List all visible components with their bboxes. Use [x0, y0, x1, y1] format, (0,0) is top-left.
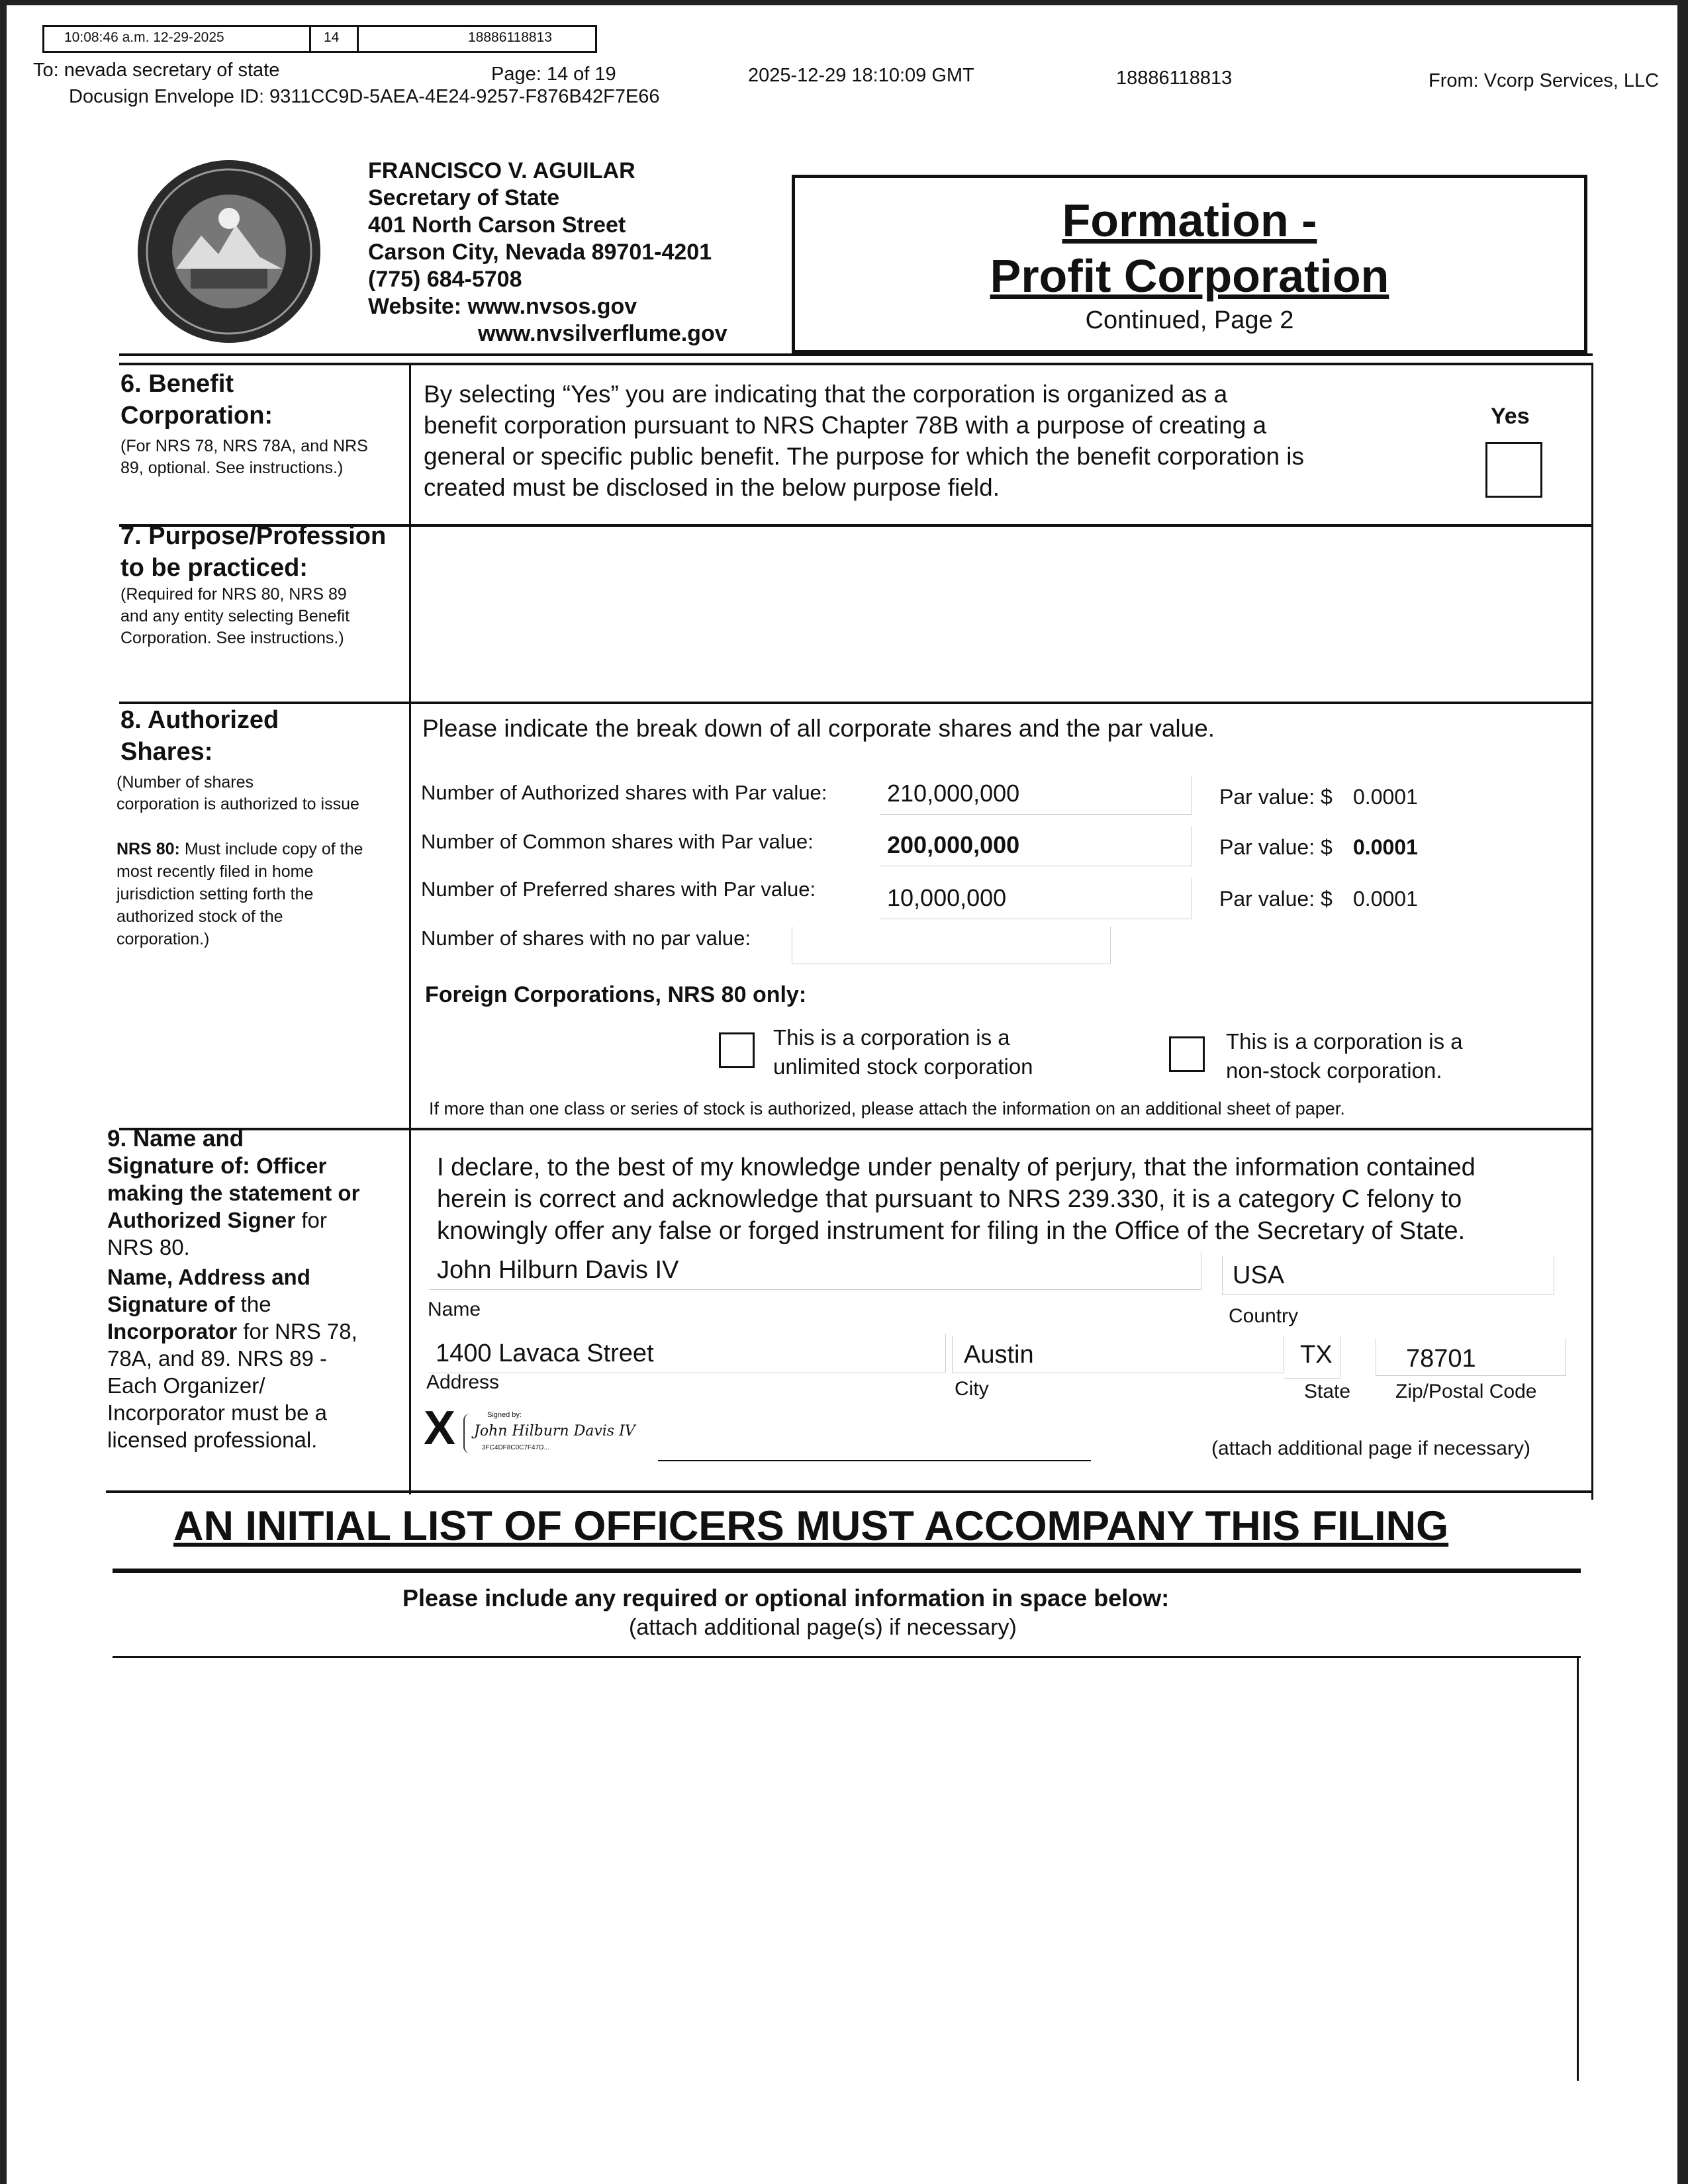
attach-note: (attach additional page if necessary) [1211, 1437, 1530, 1459]
non-stock-checkbox[interactable] [1169, 1036, 1205, 1072]
preferred-par-label: Par value: $ [1219, 887, 1333, 911]
form-title-sub: Continued, Page 2 [1085, 306, 1294, 334]
fax-page: Page: 14 of 19 [491, 64, 616, 85]
s8-note-line2: corporation is authorized to issue [117, 795, 359, 813]
s9-line9: 78A, and 89. NRS 89 - [107, 1346, 328, 1371]
office-website2: www.nvsilverflume.gov [478, 321, 727, 346]
s6-yes-label: Yes [1491, 404, 1530, 429]
include-info-title: Please include any required or optional information in space below: [402, 1584, 1170, 1612]
country-label: Country [1229, 1305, 1299, 1327]
fax-stamp-divider [309, 27, 311, 51]
unlimited-stock-label [773, 1023, 1033, 1081]
signature-x-mark: X [424, 1402, 456, 1455]
city-value: Austin [964, 1341, 1034, 1369]
authorized-par-value[interactable]: 0.0001 [1353, 785, 1418, 809]
declaration-line1: I declare, to the best of my knowledge under penalty of perjury, that the information contained [437, 1154, 1476, 1181]
unlimited-stock-checkbox[interactable] [719, 1032, 755, 1068]
s9-line7b: the [234, 1292, 271, 1316]
s9-line8b: for NRS 78, [237, 1319, 357, 1343]
fax-datetime: 2025-12-29 18:10:09 GMT [748, 65, 974, 86]
benefit-corporation-yes-checkbox[interactable] [1485, 442, 1542, 498]
state-value: TX [1300, 1341, 1333, 1369]
signature-envelope-id: 3FC4DF8C0C7F47D... [482, 1444, 549, 1451]
signed-by-label: Signed by: [487, 1411, 522, 1419]
s9-line7a: Signature of [107, 1292, 235, 1316]
s9-line10: Each Organizer/ [107, 1373, 265, 1398]
s9-line2a: Signature of: [107, 1153, 250, 1179]
include-info-attach: (attach additional page(s) if necessary) [629, 1615, 1017, 1640]
s8-nrs-line1: Must include copy of the [179, 840, 363, 858]
s7-title [120, 518, 386, 584]
s6-text-line4: created must be disclosed in the below purpose field. [424, 474, 1000, 501]
fax-stamp-pages: 14 [324, 30, 340, 45]
scan-edge-right [1677, 0, 1688, 2184]
docusign-envelope-id: Docusign Envelope ID: 9311CC9D-5AEA-4E24-9257-F876B42F7E66 [69, 86, 660, 107]
unlimited-stock-line1: This is a corporation is a [773, 1025, 1010, 1050]
s9-line6: Name, Address and [107, 1265, 310, 1289]
rule-footer-thick [113, 1569, 1581, 1573]
zip-value: 78701 [1406, 1345, 1476, 1373]
form-title-line1: Formation - [1062, 195, 1317, 246]
s8-note [117, 772, 359, 815]
s8-intro: Please indicate the break down of all corporate shares and the par value. [422, 715, 1215, 742]
nevada-seal [135, 158, 323, 345]
fax-from: From: Vcorp Services, LLC [1429, 70, 1660, 91]
s9-line2b: Officer [250, 1154, 327, 1178]
s6-text [424, 379, 1304, 503]
fax-number: 18886118813 [1116, 68, 1233, 89]
office-name: FRANCISCO V. AGUILAR [368, 158, 635, 183]
office-phone: (775) 684-5708 [368, 267, 522, 292]
name-value: John Hilburn Davis IV [437, 1256, 679, 1284]
s9-line11: Incorporator must be a [107, 1400, 327, 1425]
s7-title-line2: to be practiced: [120, 554, 308, 582]
s7-note-line1: (Required for NRS 80, NRS 89 [120, 585, 347, 604]
office-street: 401 North Carson Street [368, 212, 626, 238]
s6-text-line1: By selecting “Yes” you are indicating that the corporation is organized as a [424, 381, 1228, 408]
rule-s9-bottom [106, 1490, 1593, 1493]
s6-text-line2: benefit corporation pursuant to NRS Chapter 78B with a purpose of creating a [424, 412, 1267, 439]
no-par-label: Number of shares with no par value: [421, 927, 751, 950]
office-city: Carson City, Nevada 89701-4201 [368, 240, 712, 265]
s8-footnote: If more than one class or series of stock is authorized, please attach the information on an additional sheet of paper. [429, 1099, 1345, 1118]
office-title: Secretary of State [368, 185, 560, 210]
common-shares-value: 200,000,000 [887, 831, 1020, 858]
fax-to: To: nevada secretary of state [33, 60, 280, 81]
purpose-field[interactable] [414, 529, 1590, 700]
common-shares-label: Number of Common shares with Par value: [421, 830, 814, 853]
preferred-shares-value: 10,000,000 [887, 884, 1007, 911]
rule-top [119, 353, 1593, 356]
s8-nrs-line4: authorized stock of the [117, 907, 283, 926]
s6-note [120, 435, 368, 479]
form-title-box [792, 175, 1587, 353]
authorized-shares-label: Number of Authorized shares with Par value: [421, 781, 827, 804]
s6-title-line1: 6. Benefit [120, 370, 234, 398]
s6-title [120, 368, 273, 432]
rule-s6-top [119, 363, 1593, 365]
s7-note-line3: Corporation. See instructions.) [120, 629, 344, 647]
authorized-par-label: Par value: $ [1219, 785, 1333, 809]
s9-line8a: Incorporator [107, 1319, 238, 1343]
s8-nrs-note [117, 838, 363, 950]
s9-title [107, 1125, 359, 1453]
s9-line4b: for [295, 1208, 327, 1232]
no-par-field[interactable] [792, 927, 1111, 964]
s9-line5: NRS 80. [107, 1235, 190, 1259]
s8-nrs-line2: most recently filed in home [117, 862, 314, 881]
s8-title [120, 704, 279, 768]
s8-title-line1: 8. Authorized [120, 706, 279, 734]
non-stock-label [1226, 1027, 1463, 1085]
declaration-line2: herein is correct and acknowledge that pursuant to NRS 239.330, it is a category C felony to [437, 1185, 1462, 1213]
non-stock-line1: This is a corporation is a [1226, 1029, 1463, 1054]
state-label: State [1304, 1381, 1351, 1402]
s9-line3: making the statement or [107, 1181, 360, 1205]
signature-image: John Hilburn Davis IV [474, 1423, 635, 1439]
office-website: Website: www.nvsos.gov [368, 294, 637, 319]
s9-line12: licensed professional. [107, 1428, 318, 1452]
fax-stamp [42, 25, 597, 53]
rule-s8-top [119, 702, 1593, 704]
form-title-line2: Profit Corporation [990, 250, 1389, 302]
declaration-line3: knowingly offer any false or forged instrument for filing in the Office of the Secretary of State. [437, 1217, 1466, 1245]
common-par-label: Par value: $ [1219, 835, 1333, 859]
s6-text-line3: general or specific public benefit. The purpose for which the benefit corporation is [424, 443, 1305, 470]
address-value: 1400 Lavaca Street [436, 1340, 654, 1367]
s8-nrs-bold: NRS 80: [117, 840, 180, 858]
s8-nrs-line3: jurisdiction setting forth the [117, 885, 314, 903]
city-label: City [955, 1378, 989, 1400]
address-label: Address [426, 1371, 500, 1393]
s6-note-line2: 89, optional. See instructions.) [120, 459, 344, 477]
s8-title-line2: Shares: [120, 738, 213, 766]
s7-note-line2: and any entity selecting Benefit [120, 607, 350, 625]
s9-line1: 9. Name and [107, 1126, 244, 1152]
right-margin-line [1577, 1657, 1579, 2081]
s8-nrs-line5: corporation.) [117, 930, 210, 948]
additional-info-area[interactable] [114, 1660, 1574, 2077]
preferred-shares-label: Number of Preferred shares with Par value: [421, 878, 816, 901]
fax-stamp-number: 18886118813 [468, 30, 552, 45]
unlimited-stock-line2: unlimited stock corporation [773, 1054, 1033, 1079]
common-par-value[interactable]: 0.0001 [1353, 835, 1418, 859]
s8-note-line1: (Number of shares [117, 773, 254, 792]
s7-title-line1: 7. Purpose/Profession [120, 522, 387, 550]
signature-line [658, 1460, 1091, 1461]
frame-right [1591, 363, 1593, 1500]
scan-edge-left [0, 0, 7, 2184]
authorized-shares-value: 210,000,000 [887, 780, 1020, 807]
scan-edge-top [0, 0, 1688, 5]
docusign-signature-box[interactable] [463, 1411, 651, 1453]
name-label: Name [428, 1298, 481, 1320]
s9-line4a: Authorized Signer [107, 1208, 296, 1232]
zip-label: Zip/Postal Code [1395, 1381, 1537, 1402]
preferred-par-value[interactable]: 0.0001 [1353, 887, 1418, 911]
s7-note [120, 584, 350, 649]
non-stock-line2: non-stock corporation. [1226, 1058, 1442, 1083]
initial-list-banner: AN INITIAL LIST OF OFFICERS MUST ACCOMPANY THIS FILING [173, 1503, 1449, 1549]
fax-stamp-divider [357, 27, 359, 51]
office-block [368, 158, 727, 347]
s6-note-line1: (For NRS 78, NRS 78A, and NRS [120, 437, 368, 455]
fax-stamp-time: 10:08:46 a.m. 12-29-2025 [64, 30, 224, 45]
s6-title-line2: Corporation: [120, 402, 273, 430]
frame-mid [409, 363, 411, 1494]
country-value: USA [1233, 1261, 1285, 1289]
rule-footer-thin [113, 1656, 1581, 1658]
foreign-corporations-title: Foreign Corporations, NRS 80 only: [425, 982, 807, 1007]
declaration [437, 1152, 1476, 1247]
